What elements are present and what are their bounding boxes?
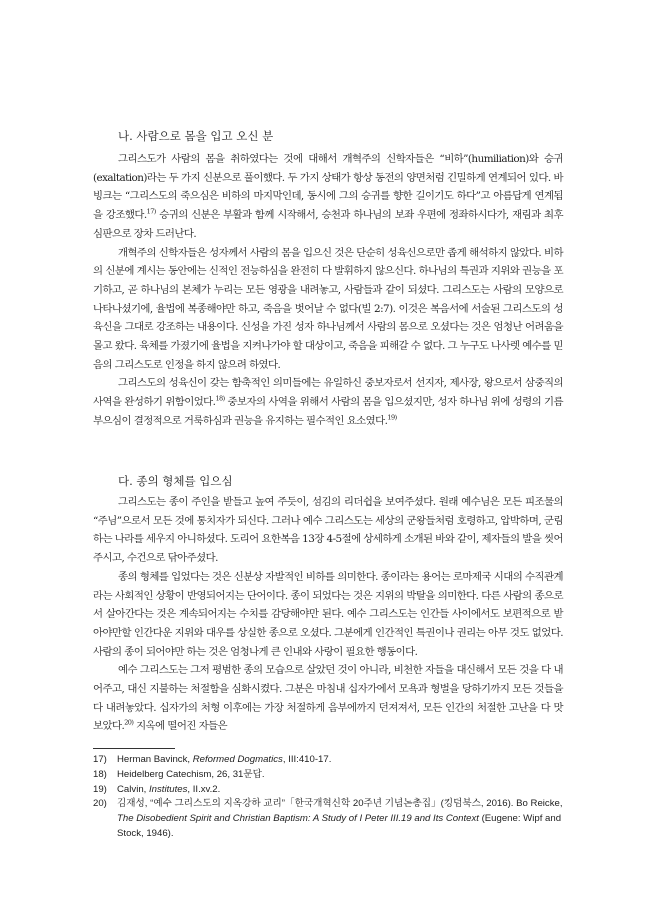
paragraph-text-cont: 지옥에 떨어진 자들은 (133, 720, 228, 733)
paragraph (93, 374, 563, 430)
footnote-title: Institutes (149, 783, 188, 795)
footnote-text: Herman Bavinck, (117, 754, 193, 765)
footnote-text: Heidelberg Catechism, 26, 31문답. (117, 768, 265, 780)
footnote-number: 20) (93, 798, 107, 810)
paragraph-text: 예수 그리스도는 그저 평범한 종의 모습으로 살았던 것이 아니라, 비천한 자들을 대신해서 모든 것을 다 내어주고, 대신 지불하는 처절함을 심화시켰다. 그분은 마침내 십자가에서 모욕과 형벌을 당하기까지 모든 것들을 다 내려놓았다. 십자가의 처형 이후에는 가장 처절하게 음부에까지 던져져서, 모든 인간의 처절한 고난을 다 맛보았다. (93, 664, 563, 733)
footnote-ref[interactable]: 17) (146, 207, 156, 216)
footnotes (93, 753, 563, 842)
footnote-number: 17) (93, 754, 107, 765)
paragraph (93, 568, 563, 662)
footnote-text: 김재성, “예수 그리스도의 지옥강하 교리”「한국개혁신학 20주년 기념논총집」(킹덤북스, 2016). Bo Reicke, (117, 798, 563, 810)
footnote-ref[interactable]: 20) (124, 718, 134, 727)
paragraph-text: 그리스도는 종이 주인을 받들고 높여 주듯이, 섬김의 리더쉽을 보여주셨다. 원래 예수님은 모든 피조물의 “주님”으로서 모든 것에 통치자가 되신다. 그러나 예수 그리스도는 세상의 군왕들처럼 호령하고, 압박하며, 군림하는 나라를 세우지 아니하셨다. 도리어 요한복음 13장 4-5절에 상세하게 소개된 바와 같이, 제자들의 발을 씻어주시고, 수건으로 닦아주셨다. (93, 496, 563, 565)
paragraph-text: 그리스도의 성육신이 갖는 함축적인 의미들에는 유일하신 중보자로서 선지자, 제사장, 왕으로서 삼중직의 사역을 완성하기 위함이었다. (93, 377, 563, 409)
section-na-body (93, 150, 563, 431)
paragraph (93, 150, 563, 244)
footnote-number: 18) (93, 768, 107, 780)
paragraph (93, 661, 563, 736)
footnote-number: 19) (93, 783, 107, 795)
paragraph-text-cont: 승귀의 신분은 부활과 함께 시작해서, 승천과 하나님의 보좌 우편에 정좌하시다가, 재림과 최후 심판으로 장차 드러난다. (93, 209, 563, 240)
paragraph (93, 244, 563, 375)
footnote-19 (93, 783, 563, 798)
footnote-title: Reformed Dogmatics (192, 754, 283, 765)
footnote-18 (93, 768, 563, 783)
paragraph-text: 종의 형체를 입었다는 것은 신분상 자발적인 비하를 의미한다. 종이라는 용어는 로마제국 시대의 수직관계라는 사회적인 상황이 반영되어지는 단어이다. 종이 되었다는 것은 지위의 박탈을 의미한다. 다른 사람의 종으로서 살아간다는 것은 계속되어지는 수치를 감당해야만 된다. 예수 그리스도는 인간들 사이에서도 보편적으로 받아야만할 인간다운 지위와 대우를 상실한 종으로 오셨다. 그분에게 인간적인 특권이나 권리는 아무 것도 없었다. 사람의 종이 되어야만 하는 것은 엄청나게 큰 인내와 사랑이 필요한 행동이다. (93, 570, 563, 658)
paragraph-text-cont: 중보자의 사역을 위해서 사람의 몸을 입으셨지만, 성자 하나님 위에 성령의 기름 부으심이 결정적으로 거룩하심과 권능을 유지하는 필수적인 요소였다. (93, 396, 563, 427)
footnote-text-rest: (Eugene: Wipf and Stock, 1946). (117, 813, 562, 839)
footnote-divider (93, 748, 175, 749)
footnote-text-rest: , II.xv.2. (187, 783, 221, 795)
footnote-20 (93, 797, 563, 841)
paragraph (93, 493, 563, 568)
footnote-ref[interactable]: 19) (387, 413, 397, 422)
paragraph-text: 그리스도가 사람의 몸을 취하였다는 것에 대해서 개혁주의 신학자들은 “비하”(humiliation)와 승귀 (exaltation)라는 두 가지 신분으로 풀이했다. 두 가지 상태가 항상 동전의 양면처럼 긴밀하게 연계되어 있다. 바빙크는 “그리스도의 죽으심은 비하의 마지막인데, 동시에 그의 승귀를 향한 길이기도 하다”고 아름답게 연계됨을 강조했다. (93, 153, 563, 222)
footnote-title: The Disobedient Spirit and Christian Baptism: A Study of I Peter III.19 and Its Context (117, 813, 479, 825)
footnote-text-rest: , III:410-17. (282, 754, 332, 765)
section-heading-na: 나. 사람으로 몸을 입고 오신 분 (118, 129, 274, 143)
section-heading-da: 다. 종의 형체를 입으심 (118, 474, 233, 488)
footnote-text: Calvin, (117, 783, 149, 795)
section-da-body (93, 493, 563, 736)
paragraph-text: 개혁주의 신학자들은 성자께서 사람의 몸을 입으신 것은 단순히 성육신으로만 좁게 해석하지 않았다. 비하의 신분에 계시는 동안에는 신적인 전능하심을 완전히 다 발휘하지 않으신다. 하나님의 특권과 지위와 권능을 포기하고, 곧 하나님의 본체가 누리는 모든 영광을 내려놓고, 사람들과 같이 되셨다. 그리스도는 사람의 모양으로 나타나셨기에, 율법에 복종해야만 하고, 죽음을 벗어날 수 없다(빌 2:7). 이것은 복음서에 서술된 그리스도의 성육신을 그대로 강조하는 내용이다. 신성을 가진 성자 하나님께서 사람의 몸으로 오셨다는 것은 엄청난 어려움을 몰고 왔다. 육체를 가졌기에 율법을 지켜나가야 할 대상이고, 죽음을 피해갈 수 없다. 그 누구도 나사렛 예수를 믿음의 그리스도로 인정을 하지 않으려 하였다. (93, 246, 563, 371)
footnote-ref[interactable]: 18) (215, 394, 225, 403)
footnote-17 (93, 753, 563, 768)
